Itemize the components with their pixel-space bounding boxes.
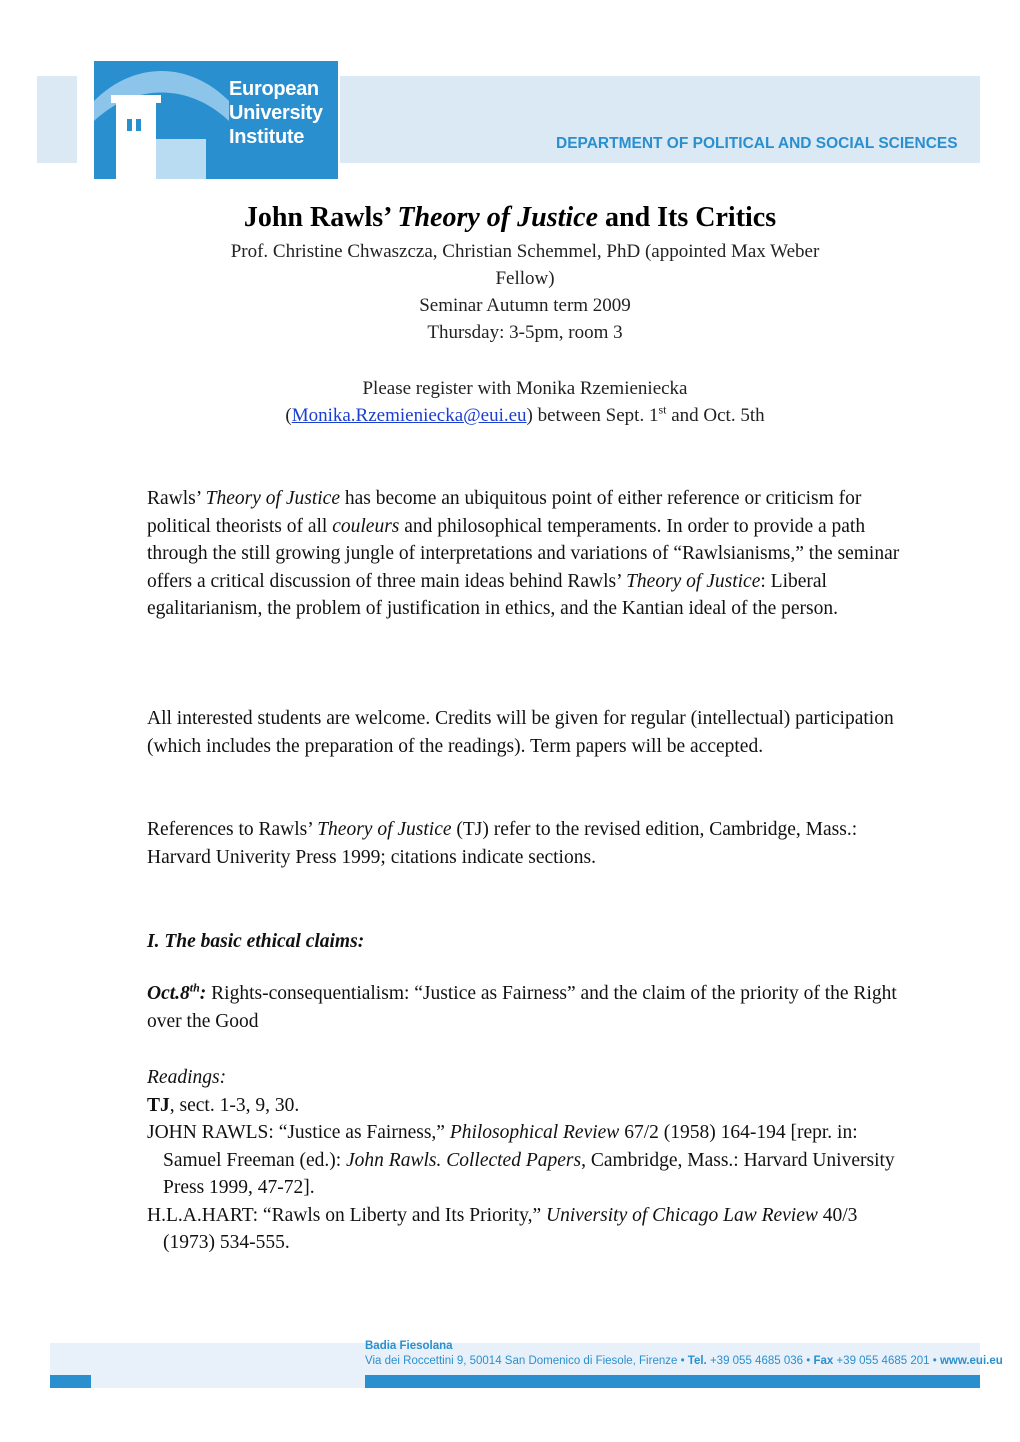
participation-paragraph: All interested students are welcome. Credits will be given for regular (intellectual) participation (which includes the preparation of the readings). Term papers will be accepted.: [147, 708, 894, 757]
instructors: Prof. Christine Chwaszcza, Christian Schemmel, PhD (appointed Max Weber Fellow): [230, 241, 820, 289]
institution-line: European: [229, 78, 319, 100]
eui-logo: [94, 61, 338, 179]
schedule: Thursday: 3-5pm, room 3: [427, 322, 623, 343]
reading-item: H.L.A.HART: “Rawls on Liberty and Its Priority,” University of Chicago Law Review 40/3 (1973) 534-555.: [147, 1204, 858, 1253]
section-heading: I. The basic ethical claims:: [147, 931, 365, 952]
footer-address: Via dei Roccettini 9, 50014 San Domenico di Fiesole, Firenze • Tel. +39 055 4685 036 • Fax +39 055 4685 201 • www.eui.eu: [365, 1355, 1003, 1367]
readings-label: Readings:: [147, 1067, 227, 1088]
reading-item: TJ, sect. 1-3, 9, 30.: [147, 1094, 300, 1116]
registration-line: Please register with Monika Rzemieniecka: [362, 378, 688, 399]
intro-paragraph: Rawls’ Theory of Justice has become an ubiquitous point of either reference or criticism for political theorists of all couleurs and philosophical temperaments. In order to provide a path through the still growing jungle of interpretations and variations of “Rawlsianisms,” the seminar offers a critical discussion of three main ideas behind Rawls’ Theory of Justice: Liberal egalitarianism, the problem of justification in ethics, and the Kantian ideal of the person.: [147, 488, 900, 619]
footer-bar: [365, 1375, 980, 1388]
reading-item: JOHN RAWLS: “Justice as Fairness,” Philosophical Review 67/2 (1958) 164-194 [repr. in: Samuel Freeman (ed.): John Rawls. Collected Papers, Cambridge, Mass.: Harvard University Press 1999, 47-72].: [147, 1122, 895, 1198]
website-link[interactable]: www.eui.eu: [939, 1355, 1003, 1367]
references-paragraph: References to Rawls’ Theory of Justice (TJ) refer to the revised edition, Cambridge, Mass.: Harvard Univerity Press 1999; citations indicate sections.: [147, 819, 858, 868]
email-link[interactable]: Monika.Rzemieniecka@eui.eu: [291, 405, 527, 426]
institution-name: [229, 77, 323, 149]
registration-line: (Monika.Rzemieniecka@eui.eu) between Sept. 1st and Oct. 5th: [285, 402, 765, 426]
page-title: John Rawls’ Theory of Justice and Its Critics: [243, 202, 777, 233]
department-name: DEPARTMENT OF POLITICAL AND SOCIAL SCIENCES: [556, 135, 958, 152]
term: Seminar Autumn term 2009: [419, 295, 631, 316]
session-entry: Oct.8th: Rights-consequentialism: “Justice as Fairness” and the claim of the priority of the Right over the Good: [147, 980, 897, 1032]
footer-bar: [50, 1375, 91, 1388]
tower-logo-icon: [94, 61, 229, 179]
footer-place: Badia Fiesolana: [365, 1340, 453, 1352]
institution-line: Institute: [229, 126, 305, 148]
institution-line: University: [229, 102, 323, 124]
readings-list: [147, 1064, 907, 1257]
footer-contact: [365, 1339, 1003, 1369]
registration-info: [140, 375, 910, 429]
course-meta: [140, 238, 910, 346]
banner-left-strip: [37, 76, 77, 163]
